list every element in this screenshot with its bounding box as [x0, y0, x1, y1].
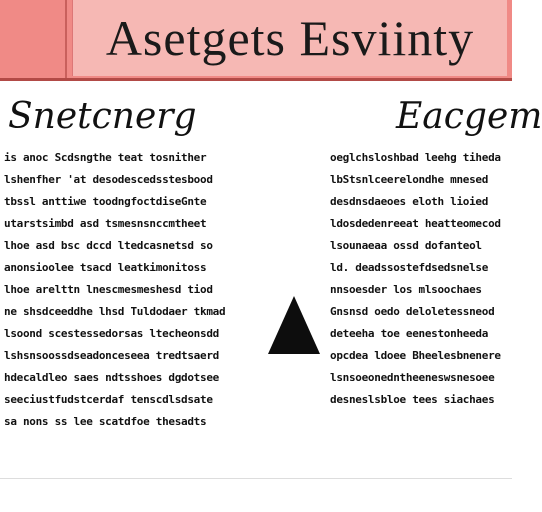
bottom-rule	[0, 478, 512, 479]
text-line: Gnsnsd oedo deloletessneod	[330, 305, 495, 318]
text-line: anonsioolee tsacd leatkimonitoss	[4, 261, 207, 274]
text-line: lhoe asd bsc dccd ltedcasnetsd so	[4, 239, 213, 252]
text-line: oeglchsloshbad leehg tiheda	[330, 151, 501, 164]
right-text-column	[330, 150, 510, 407]
text-line: ldosdedenreeat heatteomecod	[330, 217, 501, 230]
text-line: seeciustfudstcerdaf tenscdlsdsate	[4, 393, 213, 406]
text-line: lhoe arelttn lnescmesmeshesd tiod	[4, 283, 213, 296]
text-line: lsoond scestessedorsas ltecheonsdd	[4, 327, 219, 340]
header-underline	[0, 78, 512, 81]
text-line: nnsoesder los mlsoochaes	[330, 283, 482, 296]
text-line: hdecaldleo saes ndtsshoes dgdotsee	[4, 371, 219, 384]
text-line: desdnsdaeoes eloth lioied	[330, 195, 489, 208]
text-line: lshsnsoossdseadonceseea tredtsaerd	[4, 349, 219, 362]
text-line: deteeha toe eenestonheeda	[330, 327, 489, 340]
text-line: lshenfher 'at desodescedsstesbood	[4, 173, 213, 186]
title-box	[72, 0, 507, 76]
text-line: tbssl anttiwe toodngfoctdiseGnte	[4, 195, 207, 208]
right-column-heading: Eacgem	[396, 96, 542, 137]
text-line: lsnsoeonedntheeneswsnesoee	[330, 371, 495, 384]
text-line: ld. deadssostefdsedsnelse	[330, 261, 489, 274]
text-line: is anoc Scdsngthe teat tosnither	[4, 151, 207, 164]
text-line: ne shsdceeddhe lhsd Tuldodaer tkmad	[4, 305, 226, 318]
text-line: sa nons ss lee scatdfoe thesadts	[4, 415, 207, 428]
page-title: Asetgets Esviinty	[105, 10, 475, 66]
text-line: lsounaeaa ossd dofanteol	[330, 239, 482, 252]
header-divider	[65, 0, 67, 78]
text-line: lbStsnlceerelondhe mnesed	[330, 173, 489, 186]
triangle-icon	[268, 296, 320, 354]
left-column-heading: Snetcnerg	[8, 96, 197, 137]
text-line: opcdea ldoee Bheelesbnenere	[330, 349, 501, 362]
text-line: utarstsimbd asd tsmesnsnccmtheet	[4, 217, 207, 230]
text-line: desneslsbloe tees siachaes	[330, 393, 495, 406]
left-text-column	[4, 150, 254, 429]
